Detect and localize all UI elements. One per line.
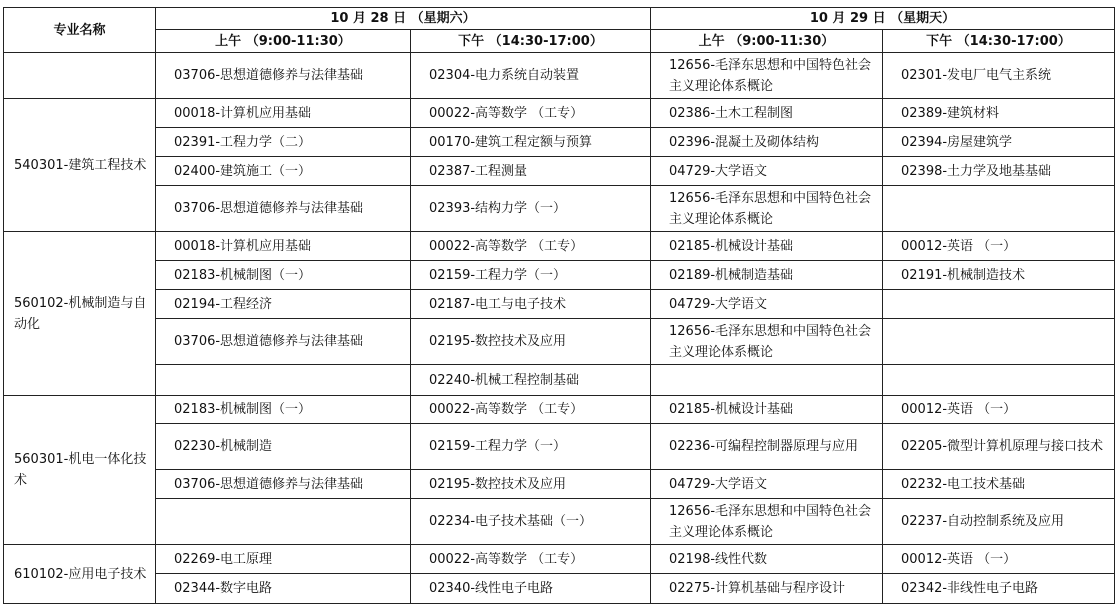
day1-am-course: 03706-思想道德修养与法律基础 <box>156 186 411 232</box>
day2-pm-course: 02342-非线性电子电路 <box>883 574 1115 604</box>
day1-am-course: 00018-计算机应用基础 <box>156 232 411 261</box>
day2-pm-header: 下午 （14:30-17:00） <box>883 30 1115 53</box>
day2-am-course: 02236-可编程控制器原理与应用 <box>651 424 883 470</box>
table-row <box>4 424 1115 470</box>
table-row <box>4 319 1115 365</box>
table-row <box>4 128 1115 157</box>
day1-pm-course: 00170-建筑工程定额与预算 <box>411 128 651 157</box>
table-row <box>4 396 1115 424</box>
major-name <box>4 53 156 99</box>
day1-pm-course: 02304-电力系统自动装置 <box>411 53 651 99</box>
exam-schedule-table <box>3 7 1115 604</box>
table-row <box>4 545 1115 574</box>
table-row <box>4 232 1115 261</box>
day2-am-header: 上午 （9:00-11:30） <box>651 30 883 53</box>
day1-header: 10 月 28 日 （星期六） <box>156 8 651 30</box>
day1-pm-course: 02340-线性电子电路 <box>411 574 651 604</box>
day2-pm-course: 02205-微型计算机原理与接口技术 <box>883 424 1115 470</box>
day1-pm-course: 00022-高等数学 （工专） <box>411 232 651 261</box>
day2-pm-course: 02232-电工技术基础 <box>883 470 1115 499</box>
day1-pm-course: 02195-数控技术及应用 <box>411 319 651 365</box>
major-name: 610102-应用电子技术 <box>4 545 156 604</box>
day2-am-course: 12656-毛泽东思想和中国特色社会主义理论体系概论 <box>651 186 883 232</box>
table-row <box>4 186 1115 232</box>
header-row-sessions <box>4 30 1115 53</box>
day1-am-course: 02183-机械制图（一） <box>156 261 411 290</box>
header-row-days <box>4 8 1115 30</box>
table-row <box>4 53 1115 99</box>
day1-am-course: 03706-思想道德修养与法律基础 <box>156 319 411 365</box>
day2-am-course: 02198-线性代数 <box>651 545 883 574</box>
day1-am-course: 03706-思想道德修养与法律基础 <box>156 470 411 499</box>
day2-pm-course <box>883 319 1115 365</box>
day2-am-course: 04729-大学语文 <box>651 290 883 319</box>
day1-pm-course: 02159-工程力学（一） <box>411 424 651 470</box>
day2-header: 10 月 29 日 （星期天） <box>651 8 1115 30</box>
table-row <box>4 499 1115 545</box>
day1-am-course: 02400-建筑施工（一） <box>156 157 411 186</box>
table-row <box>4 365 1115 396</box>
day1-am-header: 上午 （9:00-11:30） <box>156 30 411 53</box>
day2-pm-course: 02389-建筑材料 <box>883 99 1115 128</box>
day2-pm-course <box>883 365 1115 396</box>
major-name: 540301-建筑工程技术 <box>4 99 156 232</box>
major-name: 560301-机电一体化技术 <box>4 396 156 545</box>
day2-am-course: 12656-毛泽东思想和中国特色社会主义理论体系概论 <box>651 53 883 99</box>
table-row <box>4 290 1115 319</box>
day2-am-course: 02189-机械制造基础 <box>651 261 883 290</box>
day2-am-course: 02185-机械设计基础 <box>651 396 883 424</box>
day2-pm-course: 02301-发电厂电气主系统 <box>883 53 1115 99</box>
day1-pm-course: 02187-电工与电子技术 <box>411 290 651 319</box>
day2-pm-course: 02237-自动控制系统及应用 <box>883 499 1115 545</box>
day1-am-course: 02230-机械制造 <box>156 424 411 470</box>
day2-am-course <box>651 365 883 396</box>
table-row <box>4 470 1115 499</box>
day2-pm-course: 00012-英语 （一） <box>883 396 1115 424</box>
day1-am-course: 02194-工程经济 <box>156 290 411 319</box>
table-row <box>4 99 1115 128</box>
major-header: 专业名称 <box>4 8 156 53</box>
table-row <box>4 157 1115 186</box>
day2-pm-course: 02394-房屋建筑学 <box>883 128 1115 157</box>
day2-am-course: 12656-毛泽东思想和中国特色社会主义理论体系概论 <box>651 499 883 545</box>
day2-am-course: 04729-大学语文 <box>651 157 883 186</box>
day2-am-course: 04729-大学语文 <box>651 470 883 499</box>
day2-am-course: 02185-机械设计基础 <box>651 232 883 261</box>
table-row <box>4 261 1115 290</box>
day1-pm-course: 02195-数控技术及应用 <box>411 470 651 499</box>
day1-pm-course: 02393-结构力学（一） <box>411 186 651 232</box>
day2-pm-course: 00012-英语 （一） <box>883 232 1115 261</box>
day1-pm-course: 02240-机械工程控制基础 <box>411 365 651 396</box>
day1-pm-course: 02387-工程测量 <box>411 157 651 186</box>
day1-pm-course: 00022-高等数学 （工专） <box>411 396 651 424</box>
major-name: 560102-机械制造与自动化 <box>4 232 156 396</box>
schedule-body <box>4 53 1115 604</box>
day1-am-course: 02269-电工原理 <box>156 545 411 574</box>
day1-pm-course: 00022-高等数学 （工专） <box>411 545 651 574</box>
day2-am-course: 02396-混凝土及砌体结构 <box>651 128 883 157</box>
day2-pm-course: 02398-土力学及地基基础 <box>883 157 1115 186</box>
day2-pm-course: 00012-英语 （一） <box>883 545 1115 574</box>
day2-am-course: 02386-土木工程制图 <box>651 99 883 128</box>
day1-am-course: 03706-思想道德修养与法律基础 <box>156 53 411 99</box>
day1-am-course <box>156 365 411 396</box>
day1-am-course: 02344-数字电路 <box>156 574 411 604</box>
day1-pm-course: 00022-高等数学 （工专） <box>411 99 651 128</box>
day1-am-course: 02391-工程力学（二） <box>156 128 411 157</box>
day1-pm-course: 02234-电子技术基础（一） <box>411 499 651 545</box>
day2-pm-course <box>883 186 1115 232</box>
day1-am-course: 00018-计算机应用基础 <box>156 99 411 128</box>
day2-am-course: 02275-计算机基础与程序设计 <box>651 574 883 604</box>
day2-pm-course <box>883 290 1115 319</box>
day1-am-course <box>156 499 411 545</box>
day1-pm-course: 02159-工程力学（一） <box>411 261 651 290</box>
table-row <box>4 574 1115 604</box>
day2-am-course: 12656-毛泽东思想和中国特色社会主义理论体系概论 <box>651 319 883 365</box>
day1-pm-header: 下午 （14:30-17:00） <box>411 30 651 53</box>
day2-pm-course: 02191-机械制造技术 <box>883 261 1115 290</box>
day1-am-course: 02183-机械制图（一） <box>156 396 411 424</box>
